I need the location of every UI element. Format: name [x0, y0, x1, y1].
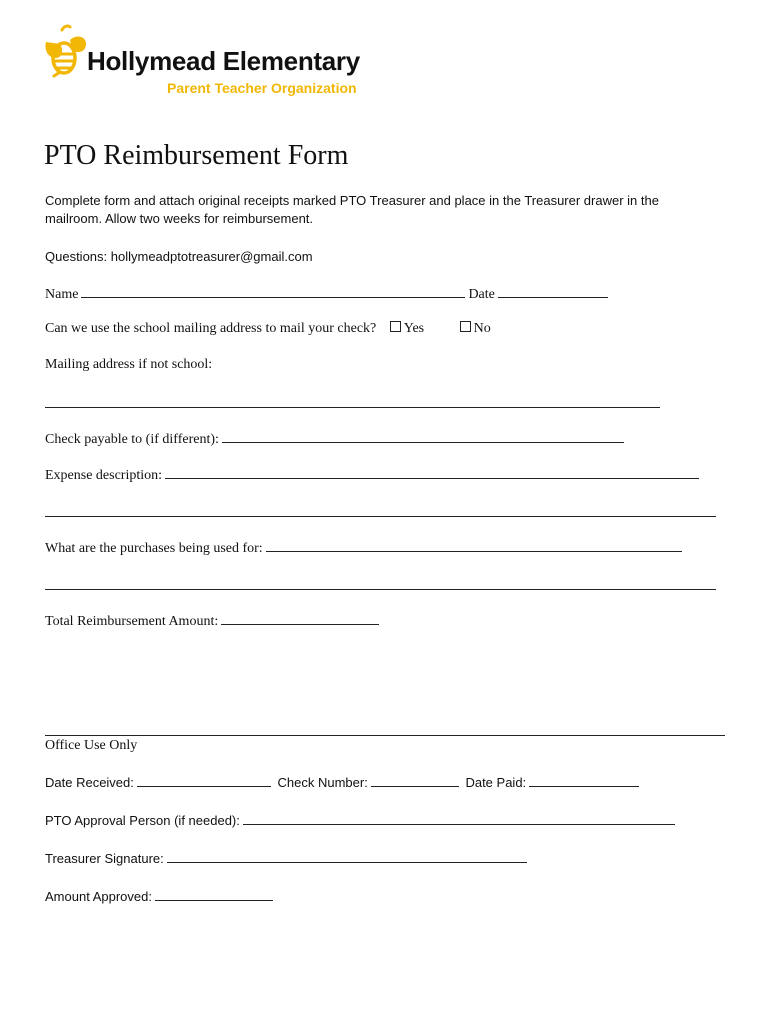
questions-contact: Questions: hollymeadptotreasurer@gmail.com	[45, 249, 313, 264]
total-field[interactable]	[221, 612, 379, 625]
amount-approved-row	[45, 888, 276, 904]
organization-name: Hollymead Elementary	[87, 46, 360, 76]
check-number-label: Check Number:	[277, 775, 368, 790]
total-row	[45, 612, 382, 630]
expense-label: Expense description:	[45, 468, 163, 483]
no-option[interactable]	[460, 321, 491, 337]
office-heading: Office Use Only	[45, 738, 138, 753]
date-paid-label: Date Paid:	[465, 775, 527, 790]
date-received-field[interactable]	[137, 774, 271, 787]
approval-label: PTO Approval Person (if needed):	[45, 813, 240, 828]
purchases-field-line-2[interactable]	[45, 589, 716, 590]
amount-approved-label: Amount Approved:	[45, 889, 152, 904]
date-label: Date	[468, 287, 495, 302]
name-field[interactable]	[81, 285, 465, 298]
intro-text: Complete form and attach original receipts marked PTO Treasurer and place in the Treasurer drawer in the mailroom. Allow two weeks for reimbursement.	[45, 193, 659, 226]
signature-field[interactable]	[167, 850, 527, 863]
no-checkbox[interactable]	[460, 321, 471, 332]
mailing-question: Can we use the school mailing address to mail your check?	[45, 321, 377, 336]
signature-row	[45, 850, 530, 866]
expense-row	[45, 466, 702, 484]
mailing-question-row	[45, 321, 491, 337]
date-received-label: Date Received:	[45, 775, 134, 790]
purchases-row	[45, 539, 685, 557]
amount-approved-field[interactable]	[155, 888, 273, 901]
total-label: Total Reimbursement Amount:	[45, 614, 219, 629]
office-divider	[45, 735, 725, 736]
purchases-label: What are the purchases being used for:	[45, 541, 263, 556]
mailing-address-label: Mailing address if not school:	[45, 357, 213, 372]
office-dates-row	[45, 774, 642, 790]
purchases-field[interactable]	[266, 539, 682, 552]
signature-label: Treasurer Signature:	[45, 851, 164, 866]
expense-field-line-2[interactable]	[45, 516, 716, 517]
check-number-field[interactable]	[371, 774, 459, 787]
date-field[interactable]	[498, 285, 608, 298]
date-paid-field[interactable]	[529, 774, 639, 787]
name-label: Name	[45, 287, 79, 302]
organization-subtitle: Parent Teacher Organization	[167, 80, 357, 96]
page-title: PTO Reimbursement Form	[44, 140, 349, 171]
check-payable-row	[45, 430, 627, 448]
check-payable-label: Check payable to (if different):	[45, 432, 219, 447]
bee-icon	[40, 24, 90, 78]
expense-field[interactable]	[165, 466, 699, 479]
yes-label: Yes	[403, 321, 425, 336]
approval-field[interactable]	[243, 812, 675, 825]
mailing-address-field[interactable]	[45, 407, 660, 408]
name-date-row	[45, 285, 611, 303]
check-payable-field[interactable]	[222, 430, 624, 443]
yes-checkbox[interactable]	[390, 321, 401, 332]
yes-option[interactable]	[390, 321, 424, 337]
approval-row	[45, 812, 678, 828]
no-label: No	[473, 321, 491, 336]
